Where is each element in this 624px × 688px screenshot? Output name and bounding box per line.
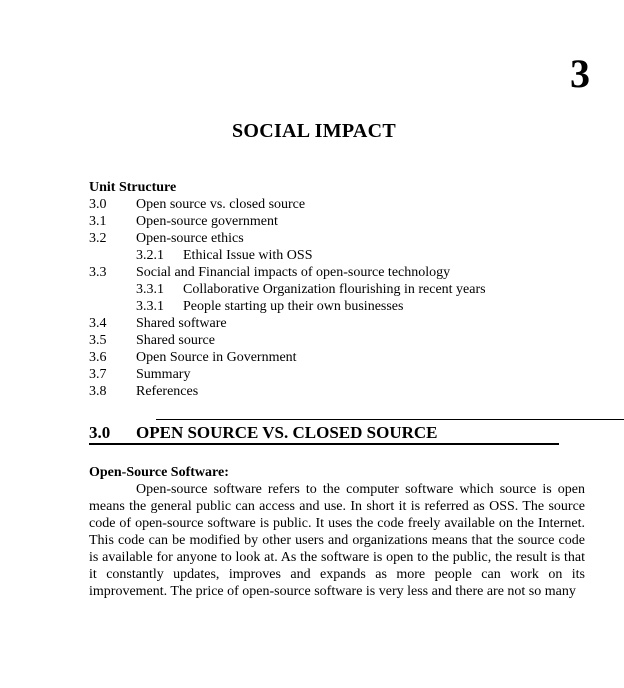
toc-item-number: 3.2.1 bbox=[136, 248, 164, 263]
toc-item bbox=[89, 230, 589, 247]
toc-item-label: Open-source government bbox=[136, 214, 278, 229]
toc-item-label: Open Source in Government bbox=[136, 350, 297, 365]
toc-item-label: Shared software bbox=[136, 316, 227, 331]
unit-structure-heading: Unit Structure bbox=[89, 180, 177, 195]
toc-item-number: 3.4 bbox=[89, 316, 107, 331]
toc-item-number: 3.3.1 bbox=[136, 282, 164, 297]
toc-item-label: Collaborative Organization flourishing in recent years bbox=[183, 282, 486, 297]
toc-item-number: 3.3.1 bbox=[136, 299, 164, 314]
chapter-title: SOCIAL IMPACT bbox=[231, 120, 397, 142]
toc-item bbox=[89, 383, 589, 400]
toc-item bbox=[89, 315, 589, 332]
toc-item-label: People starting up their own businesses bbox=[183, 299, 404, 314]
section-rule-bottom bbox=[89, 443, 559, 445]
toc-item-label: Ethical Issue with OSS bbox=[183, 248, 313, 263]
toc-subitem bbox=[89, 247, 589, 264]
toc-item-number: 3.1 bbox=[89, 214, 107, 229]
toc-subitem bbox=[89, 298, 589, 315]
toc-item-label: Open source vs. closed source bbox=[136, 197, 306, 212]
toc-item-number: 3.5 bbox=[89, 333, 107, 348]
toc-subitem bbox=[89, 281, 589, 298]
toc-item bbox=[89, 332, 589, 349]
toc-item-number: 3.6 bbox=[89, 350, 107, 365]
section-title: OPEN SOURCE VS. CLOSED SOURCE bbox=[136, 423, 438, 442]
section-rule-top bbox=[156, 419, 624, 420]
toc-item bbox=[89, 264, 589, 281]
toc-item bbox=[89, 349, 589, 366]
toc-item-label: Open-source ethics bbox=[136, 231, 244, 246]
unit-structure bbox=[89, 179, 589, 400]
chapter-number: 3 bbox=[570, 51, 590, 96]
toc-item bbox=[89, 196, 589, 213]
toc-item-label: Shared source bbox=[136, 333, 215, 348]
toc-item-label: Summary bbox=[136, 367, 191, 382]
toc-item-number: 3.2 bbox=[89, 231, 107, 246]
section-number: 3.0 bbox=[89, 423, 111, 442]
toc-item-label: Social and Financial impacts of open-source technology bbox=[136, 265, 451, 280]
toc-item-number: 3.8 bbox=[89, 384, 107, 399]
toc-item bbox=[89, 213, 589, 230]
toc-item-label: References bbox=[136, 384, 199, 399]
toc-item bbox=[89, 366, 589, 383]
toc-item-number: 3.0 bbox=[89, 197, 107, 212]
subsection-heading: Open-Source Software: bbox=[89, 465, 229, 480]
toc-item-number: 3.7 bbox=[89, 367, 107, 382]
toc-item-number: 3.3 bbox=[89, 265, 107, 280]
body-paragraph: Open-source software refers to the computer software which source is open means the general public can access and use. In short it is referred as OSS. The source code of open-source software is public. It uses the code freely available on the Internet. This code can be modified by other users and organizations means that the source code is available for anyone to look at. As the software is open to the public, the result is that it constantly updates, improves and expands as more people can work on its improvement. The price of open-source software is very less and there are not so many bbox=[89, 482, 585, 599]
